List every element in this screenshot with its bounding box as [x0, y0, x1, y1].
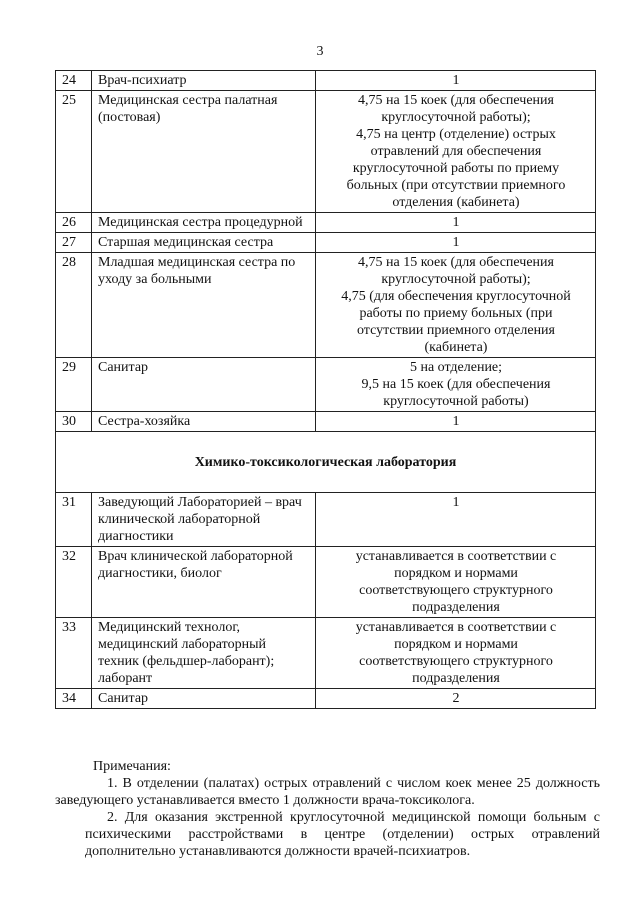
norm-line: круглосуточной работы); [381, 110, 531, 125]
note-item-2: 2. Для оказания экстренной круглосуточной медицинской помощи больным с психическими расстройствами в центре (отделении) острых отравлений дополнительно устанавливаются должности врачей-психиатров. [85, 810, 600, 859]
section-title-cell [56, 432, 596, 493]
position-name: Сестра-хозяйка [92, 412, 316, 432]
staff-norm [316, 253, 596, 358]
norm-line: подразделения [412, 671, 500, 686]
norm-line: устанавливается в соответствии с [355, 549, 557, 564]
norm-line: 4,75 (для обеспечения круглосуточной [341, 289, 571, 304]
row-number: 32 [56, 547, 92, 618]
norm-line: подразделения [412, 600, 500, 615]
row-number: 31 [56, 493, 92, 547]
norm-line: 4,75 на 15 коек (для обеспечения [358, 93, 554, 108]
norm-line: порядком и нормами [394, 637, 518, 652]
norm-line: отсутствии приемного отделения [356, 323, 555, 338]
position-name: Санитар [92, 358, 316, 412]
section-title: Химико-токсикологическая лаборатория [194, 454, 457, 470]
row-number: 33 [56, 618, 92, 689]
staff-norm [316, 618, 596, 689]
note-item-1: 1. В отделении (палатах) острых отравлений с числом коек менее 25 должность заведующего устанавливается вместо 1 должности врача-токсиколога. [55, 776, 600, 808]
table-row [56, 253, 596, 358]
norm-line: 2 [452, 691, 460, 706]
staff-norm [316, 547, 596, 618]
table-row [56, 71, 596, 91]
table-row [56, 358, 596, 412]
row-number: 24 [56, 71, 92, 91]
norm-line: круглосуточной работы по приему [352, 161, 560, 176]
row-number: 30 [56, 412, 92, 432]
norm-line: порядком и нормами [394, 566, 518, 581]
table-row [56, 213, 596, 233]
norm-line: 4,75 на 15 коек (для обеспечения [358, 255, 554, 270]
row-number: 29 [56, 358, 92, 412]
norm-line: отравлений для обеспечения [370, 144, 542, 159]
staff-norm [316, 358, 596, 412]
page-number: 3 [316, 44, 324, 59]
table-row [56, 233, 596, 253]
staff-norm [316, 233, 596, 253]
position-name: Старшая медицинская сестра [92, 233, 316, 253]
norm-line: больных (при отсутствии приемного [346, 178, 566, 193]
norm-line: 1 [452, 73, 460, 88]
section-row [56, 432, 596, 493]
table-row [56, 412, 596, 432]
table-row [56, 689, 596, 709]
position-name: Санитар [92, 689, 316, 709]
row-number: 25 [56, 91, 92, 213]
position-name: Медицинская сестра палатная (постовая) [92, 91, 316, 213]
norm-line: (кабинета) [424, 340, 488, 355]
norm-line: устанавливается в соответствии с [355, 620, 557, 635]
norm-line: 1 [452, 215, 460, 230]
staff-norm [316, 493, 596, 547]
position-name: Младшая медицинская сестра по уходу за больными [92, 253, 316, 358]
staff-norm [316, 689, 596, 709]
row-number: 28 [56, 253, 92, 358]
position-name: Медицинский технолог, медицинский лабораторный техник (фельдшер-лаборант); лаборант [92, 618, 316, 689]
staff-norm [316, 91, 596, 213]
norm-line: круглосуточной работы); [381, 272, 531, 287]
norm-line: 1 [452, 414, 460, 429]
staff-norm [316, 213, 596, 233]
position-name: Медицинская сестра процедурной [92, 213, 316, 233]
table-row [56, 493, 596, 547]
norm-line: соответствующего структурного [359, 583, 553, 598]
position-name: Врач-психиатр [92, 71, 316, 91]
norm-line: 5 на отделение; [409, 360, 503, 375]
position-name: Заведующий Лабораторией – врач клинической лабораторной диагностики [92, 493, 316, 547]
norm-line: соответствующего структурного [359, 654, 553, 669]
table-row [56, 618, 596, 689]
staff-norm [316, 71, 596, 91]
norm-line: 4,75 на центр (отделение) острых [356, 127, 556, 142]
row-number: 34 [56, 689, 92, 709]
norm-line: 9,5 на 15 коек (для обеспечения [361, 377, 551, 392]
row-number: 26 [56, 213, 92, 233]
table-row [56, 547, 596, 618]
norm-line: отделения (кабинета) [392, 195, 520, 210]
norm-line: работы по приему больных (при [359, 306, 553, 321]
table-row [56, 91, 596, 213]
notes [55, 758, 600, 860]
norm-line: круглосуточной работы) [383, 394, 529, 409]
norm-line: 1 [452, 235, 460, 250]
staff-norm [316, 412, 596, 432]
staff-table [55, 70, 596, 709]
notes-title: Примечания: [93, 759, 171, 774]
norm-line: 1 [452, 495, 460, 510]
position-name: Врач клинической лабораторной диагностики, биолог [92, 547, 316, 618]
row-number: 27 [56, 233, 92, 253]
